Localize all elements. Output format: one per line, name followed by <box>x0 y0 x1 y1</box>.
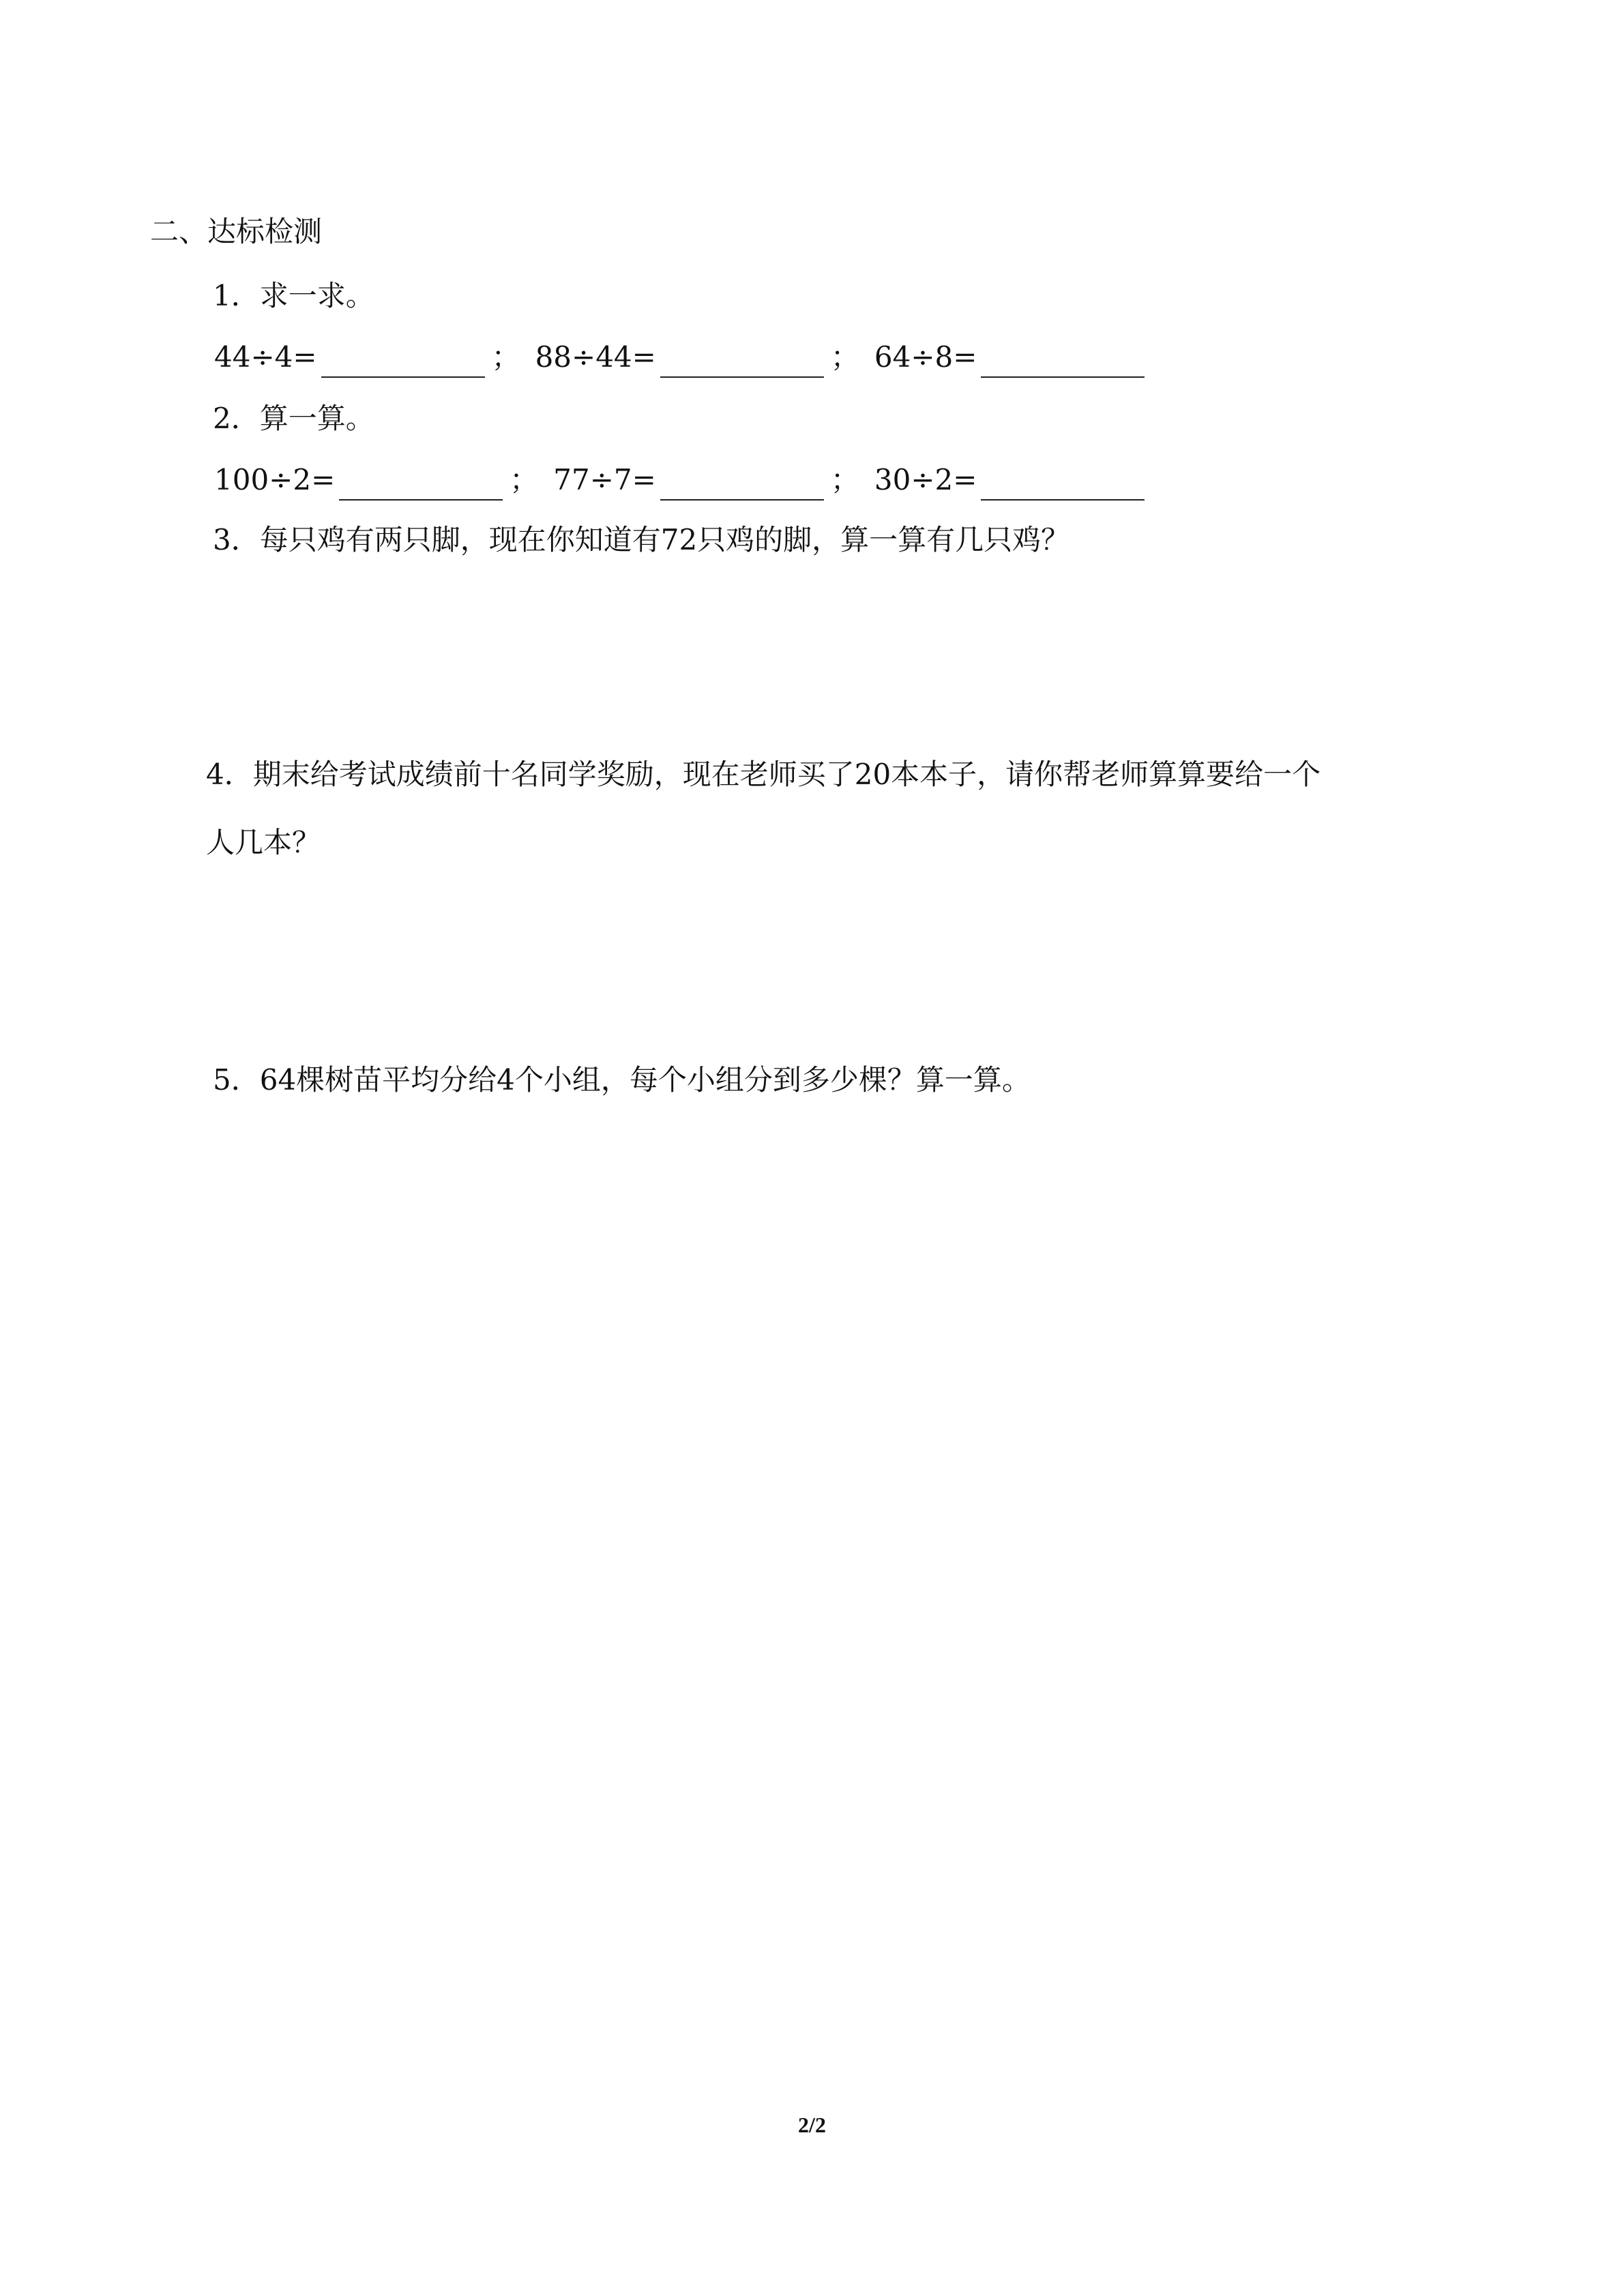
exercise-expression: 30÷2= <box>874 463 977 496</box>
question-4-text-line-2: 人几本？ <box>206 826 321 859</box>
exercise-expression: 100÷2= <box>214 463 336 496</box>
answer-blank[interactable] <box>339 469 503 501</box>
separator: ； <box>491 340 520 374</box>
exercise-expression: 88÷44= <box>535 340 656 374</box>
answer-blank[interactable] <box>981 346 1145 378</box>
exercise-expression: 77÷7= <box>553 463 656 496</box>
exercise-expression: 64÷8= <box>874 340 977 374</box>
answer-blank[interactable] <box>660 346 824 378</box>
separator: ； <box>510 463 539 496</box>
exercise-expression: 44÷4= <box>214 340 317 374</box>
answer-blank[interactable] <box>321 346 485 378</box>
page-number: 2/2 <box>798 2113 826 2137</box>
separator: ； <box>830 463 859 496</box>
question-2-exercises <box>214 460 1147 501</box>
answer-blank[interactable] <box>660 469 824 501</box>
question-1-exercises <box>214 337 1147 378</box>
question-5-text: 5．64棵树苗平均分给4个小组，每个小组分到多少棵？算一算。 <box>213 1063 1031 1097</box>
question-2-prompt: 2．算一算。 <box>213 402 374 435</box>
question-3-text: 3．每只鸡有两只脚，现在你知道有72只鸡的脚，算一算有几只鸡？ <box>213 523 1070 556</box>
separator: ； <box>830 340 859 374</box>
question-4-text-line-1: 4．期末给考试成绩前十名同学奖励，现在老师买了20本本子，请你帮老师算算要给一个 <box>206 758 1321 791</box>
question-1-prompt: 1．求一求。 <box>213 279 374 312</box>
section-heading: 二、达标检测 <box>150 215 323 248</box>
answer-blank[interactable] <box>981 469 1145 501</box>
